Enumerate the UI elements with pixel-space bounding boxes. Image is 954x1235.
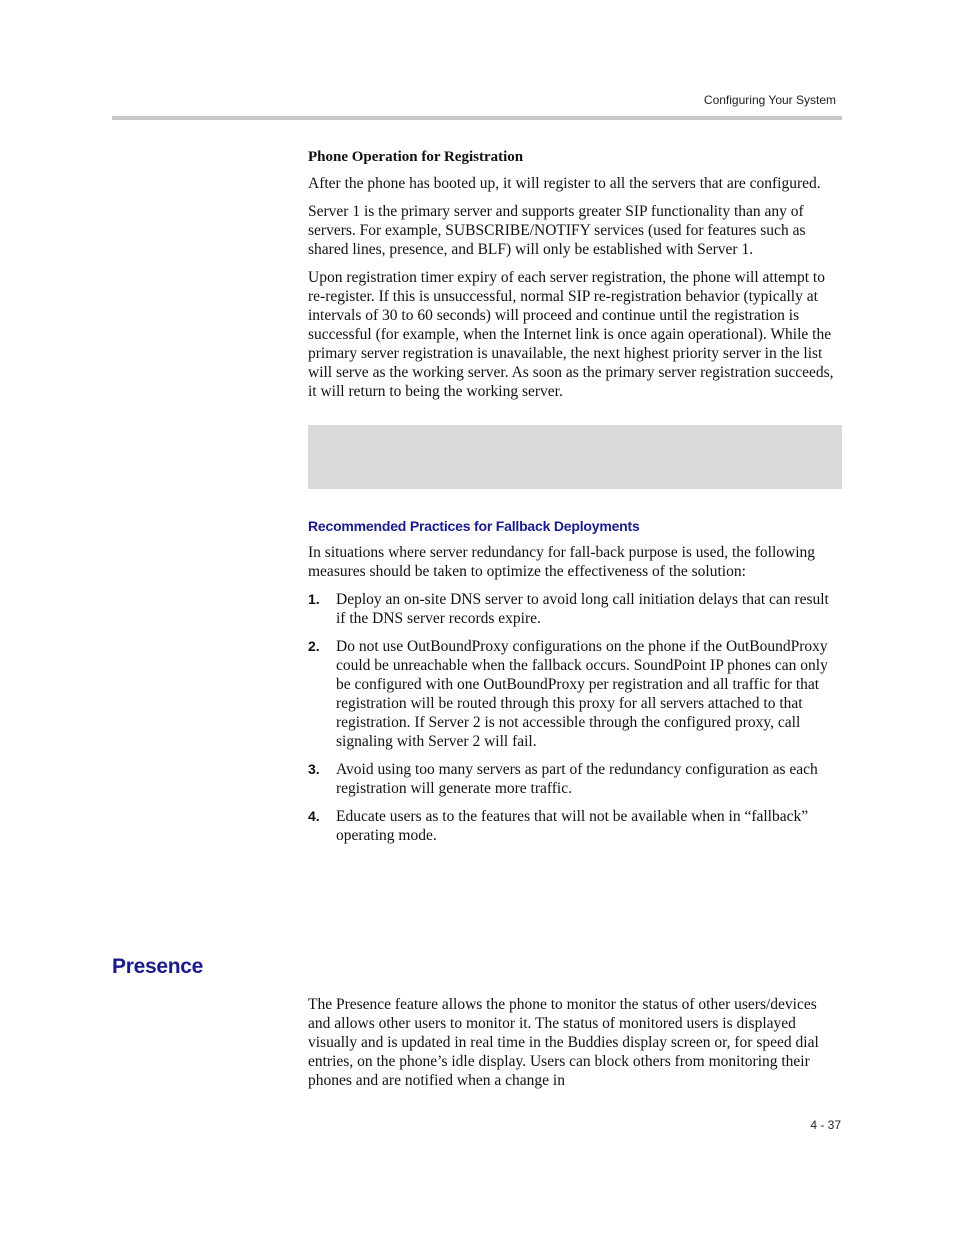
step-number: 4.: [308, 808, 320, 824]
step-item: [308, 760, 842, 798]
registration-heading: Phone Operation for Registration: [308, 149, 524, 165]
main-content: [308, 148, 842, 854]
header-rule: [112, 116, 842, 120]
step-text: Deploy an on-site DNS server to avoid long call initiation delays that can result if the DNS server records expire.: [336, 591, 829, 627]
fallback-intro: In situations where server redundancy for fall-back purpose is used, the following measures should be taken to optimize the effectiveness of the solution:: [308, 544, 816, 580]
step-text: Educate users as to the features that will not be available when in “fallback” operating mode.: [336, 808, 809, 844]
step-number: 3.: [308, 761, 320, 777]
step-number: 1.: [308, 591, 320, 607]
registration-paragraph-3: Upon registration timer expiry of each server registration, the phone will attempt to re-register. If this is unsuccessful, normal SIP re-registration behavior (typically at intervals of 30 to 60 seconds) will proceed and continue until the registration is successful (for example, when the Internet link is once again operational). While the primary server registration is unavailable, the next highest priority server in the list will serve as the working server. As soon as the primary server registration succeeds, it will return to being the working server.: [308, 269, 834, 400]
fallback-steps: [308, 590, 842, 845]
step-item: [308, 590, 842, 628]
step-item: [308, 807, 842, 845]
step-text: Do not use OutBoundProxy configurations on the phone if the OutBoundProxy could be unreachable when the fallback occurs. SoundPoint IP phones can only be configured with one OutBoundProxy per registration and all traffic for that registration will be routed through this proxy for all servers attached to that registration. If Server 2 is not accessible through the configured proxy, call signaling with Server 2 will fail.: [336, 638, 828, 750]
page-number: 4 - 37: [810, 1118, 841, 1132]
step-text: Avoid using too many servers as part of the redundancy configuration as each registration will generate more traffic.: [336, 761, 818, 797]
fallback-heading: Recommended Practices for Fallback Deployments: [308, 518, 640, 534]
running-header: Configuring Your System: [703, 93, 836, 107]
registration-paragraph-2: Server 1 is the primary server and supports greater SIP functionality than any of servers. For example, SUBSCRIBE/NOTIFY services (used for features such as shared lines, presence, and BLF) will only be established with Server 1.: [308, 203, 806, 258]
step-number: 2.: [308, 638, 320, 654]
registration-paragraph-1: After the phone has booted up, it will register to all the servers that are configured.: [308, 175, 821, 192]
note-box: [308, 425, 842, 489]
step-item: [308, 637, 842, 751]
presence-title: Presence: [112, 955, 204, 978]
presence-body: The Presence feature allows the phone to monitor the status of other users/devices and allows other users to monitor it. The status of monitored users is displayed visually and is updated in real time in the Buddies display screen or, for speed dial entries, on the phone’s idle display. Users can block others from monitoring their phones and are notified when a change in: [308, 996, 819, 1089]
